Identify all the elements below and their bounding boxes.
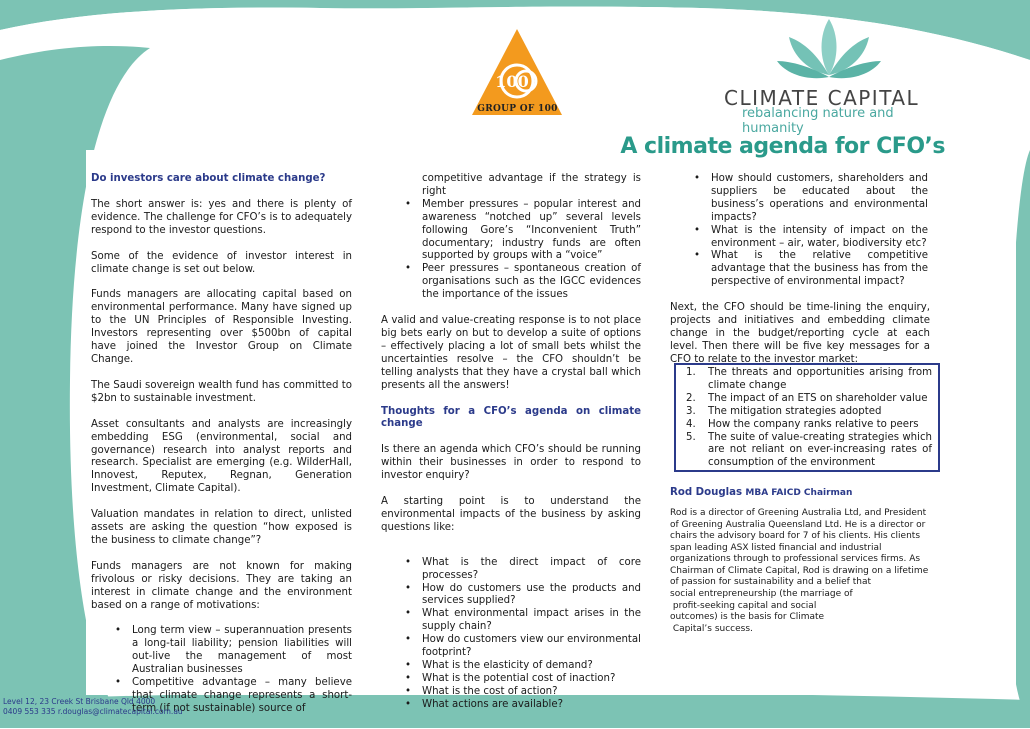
list-item: • Member pressures – popular interest and awareness “notched up” several levels following Gore’s “Inconvenient Truth” documentary; industry funds are often supported by groups with a “voice”: [401, 199, 641, 264]
list-number: 4.: [686, 418, 696, 430]
group-of-100-number: 100: [495, 72, 529, 91]
list-text: The mitigation strategies adopted: [708, 405, 882, 417]
list-number: 1.: [686, 367, 696, 378]
paragraph: Some of the evidence of investor interest in climate change is set out below.: [91, 250, 352, 275]
author-name: Rod Douglas: [670, 487, 743, 498]
list-item: • What environmental impact arises in the supply chain?: [401, 608, 641, 634]
author-line: [670, 487, 932, 500]
climate-capital-tagline: rebalancing nature and humanity: [742, 106, 894, 136]
list-item: [680, 367, 932, 393]
section-heading-investors: Do investors care about climate change?: [91, 173, 326, 184]
author-bio-line: outcomes) is the basis for Climate: [670, 612, 825, 623]
group-of-100-name: GROUP OF 100: [477, 104, 558, 114]
key-messages-list-container: [680, 367, 932, 470]
key-messages-list: [680, 367, 932, 470]
list-item: • What is the intensity of impact on the environment – air, water, biodiversity etc?: [690, 225, 928, 251]
author-block: [670, 487, 932, 635]
footer-address: Level 12, 23 Creek St Brisbane Qld 4000: [3, 697, 156, 706]
paragraph: The short answer is: yes and there is plenty of evidence. The challenge for CFO’s is to adequately respond to the investor questions.: [91, 198, 352, 236]
list-item: • What is the relative competitive advantage that the business has from the perspective of environmental impact?: [690, 250, 928, 289]
author-credentials: MBA FAICD Chairman: [745, 488, 853, 498]
paragraph: Funds managers are allocating capital based on environmental performance. Many have signed up to the UN Principles of Responsible Investing. Investors representing over $500bn of capital have joined the Investor Group on Climate Change.: [91, 289, 352, 365]
list-item: [680, 406, 932, 419]
paragraph: The Saudi sovereign wealth fund has committed to $2bn to sustainable investment.: [91, 379, 352, 404]
list-item: • How should customers, shareholders and suppliers be educated about the business’s operations and environmental impacts?: [690, 173, 928, 225]
list-item: • How do customers view our environmental footprint?: [401, 634, 641, 660]
page-title: A climate agenda for CFO’s: [620, 134, 945, 159]
questions-list: [401, 557, 641, 712]
climate-capital-lotus-logo: [775, 15, 883, 85]
climate-capital-name: CLIMATE CAPITAL: [724, 86, 920, 110]
list-item: • Peer pressures – spontaneous creation of organisations such as the IGCC evidences the importance of the issues: [401, 263, 641, 302]
list-number: 3.: [686, 405, 696, 417]
list-item: • How do customers use the products and services supplied?: [401, 583, 641, 609]
list-item: • Competitive advantage – many believe that climate change represents a short-term (if not sustainable) source of: [111, 677, 352, 716]
list-number: 2.: [686, 392, 696, 404]
paragraph: Next, the CFO should be time-lining the enquiry, projects and initiatives and embedding climate change in the budget/reporting cycle at each level. Then there will be five key messages for a CFO to relate to the investor market:: [670, 302, 930, 365]
impact-questions-list: [690, 173, 930, 289]
column-3: [670, 173, 930, 380]
column-1: [91, 173, 352, 729]
paragraph: Asset consultants and analysts are increasingly embedding ESG (environmental, social and governance) research into analyst reports and research. Specialist are emerging (e.g. WilderHall, Innovest, Reputex, Regnan, Generation Investment, Climate Capital).: [91, 418, 352, 495]
paragraph: A valid and value-creating response is to not place big bets early on but to develop a suite of options – effectively placing a lot of small bets whilst the uncertainties resolve – the CFO shouldn’t be telling analysts that they have a crystal ball which presents all the answers!: [381, 315, 641, 391]
list-item: • What is the cost of action?: [401, 686, 641, 699]
list-item: • Long term view – superannuation presents a long-tail liability; pension liabilities will out-live the management of most Australian businesses: [111, 625, 352, 677]
paragraph: Valuation mandates in relation to direct, unlisted assets are asking the question “how exposed is the business to climate change”?: [91, 509, 352, 546]
list-number: 5.: [686, 431, 696, 443]
author-bio: Rod is a director of Greening Australia Ltd, and President of Greening Australia Queensland Ltd. He is a director or chairs the advisory board for 7 of his clients. His clients span leading ASX listed financial and industrial organizations through to professional services firms. As Chairman of Climate Capital, Rod is drawing on a lifetime of passion for sustainability and a belief that: [670, 507, 929, 588]
list-item: • What actions are available?: [401, 699, 641, 712]
author-bio-line: social entrepreneurship (the marriage of: [670, 589, 853, 600]
list-item: [680, 432, 932, 471]
list-item: [680, 393, 932, 406]
pressures-list: [401, 199, 641, 302]
list-item: • What is the elasticity of demand?: [401, 660, 641, 673]
paragraph: A starting point is to understand the environmental impacts of the business by asking questions like:: [381, 496, 641, 533]
author-bio-line: Capital’s success.: [670, 623, 753, 634]
list-text: The threats and opportunities arising from climate change: [708, 367, 932, 391]
list-item: [680, 419, 932, 432]
paragraph: Funds managers are not known for making frivolous or risky decisions. They are taking an interest in climate change and the environment based on a range of motivations:: [91, 560, 352, 611]
list-text: The impact of an ETS on shareholder value: [708, 392, 928, 404]
list-item: • What is the potential cost of inaction?: [401, 673, 641, 686]
list-item: • What is the direct impact of core processes?: [401, 557, 641, 583]
footer-contact: [3, 697, 183, 717]
column-2: [381, 173, 641, 725]
footer-phone-email: 0409 553 335 r.douglas@climatecapital.com.au: [3, 707, 183, 716]
paragraph: Is there an agenda which CFO’s should be running within their businesses in order to respond to investor enquiry?: [381, 444, 641, 482]
list-text: How the company ranks relative to peers: [708, 418, 919, 430]
section-heading-cfo-agenda: Thoughts for a CFO’s agenda on climate change: [381, 405, 641, 430]
author-bio-line: profit-seeking capital and social: [670, 600, 817, 611]
list-text: The suite of value-creating strategies which are not reliant on ever-increasing rates of consumption of the environment: [708, 431, 932, 469]
continued-text: competitive advantage if the strategy is right: [422, 173, 641, 197]
